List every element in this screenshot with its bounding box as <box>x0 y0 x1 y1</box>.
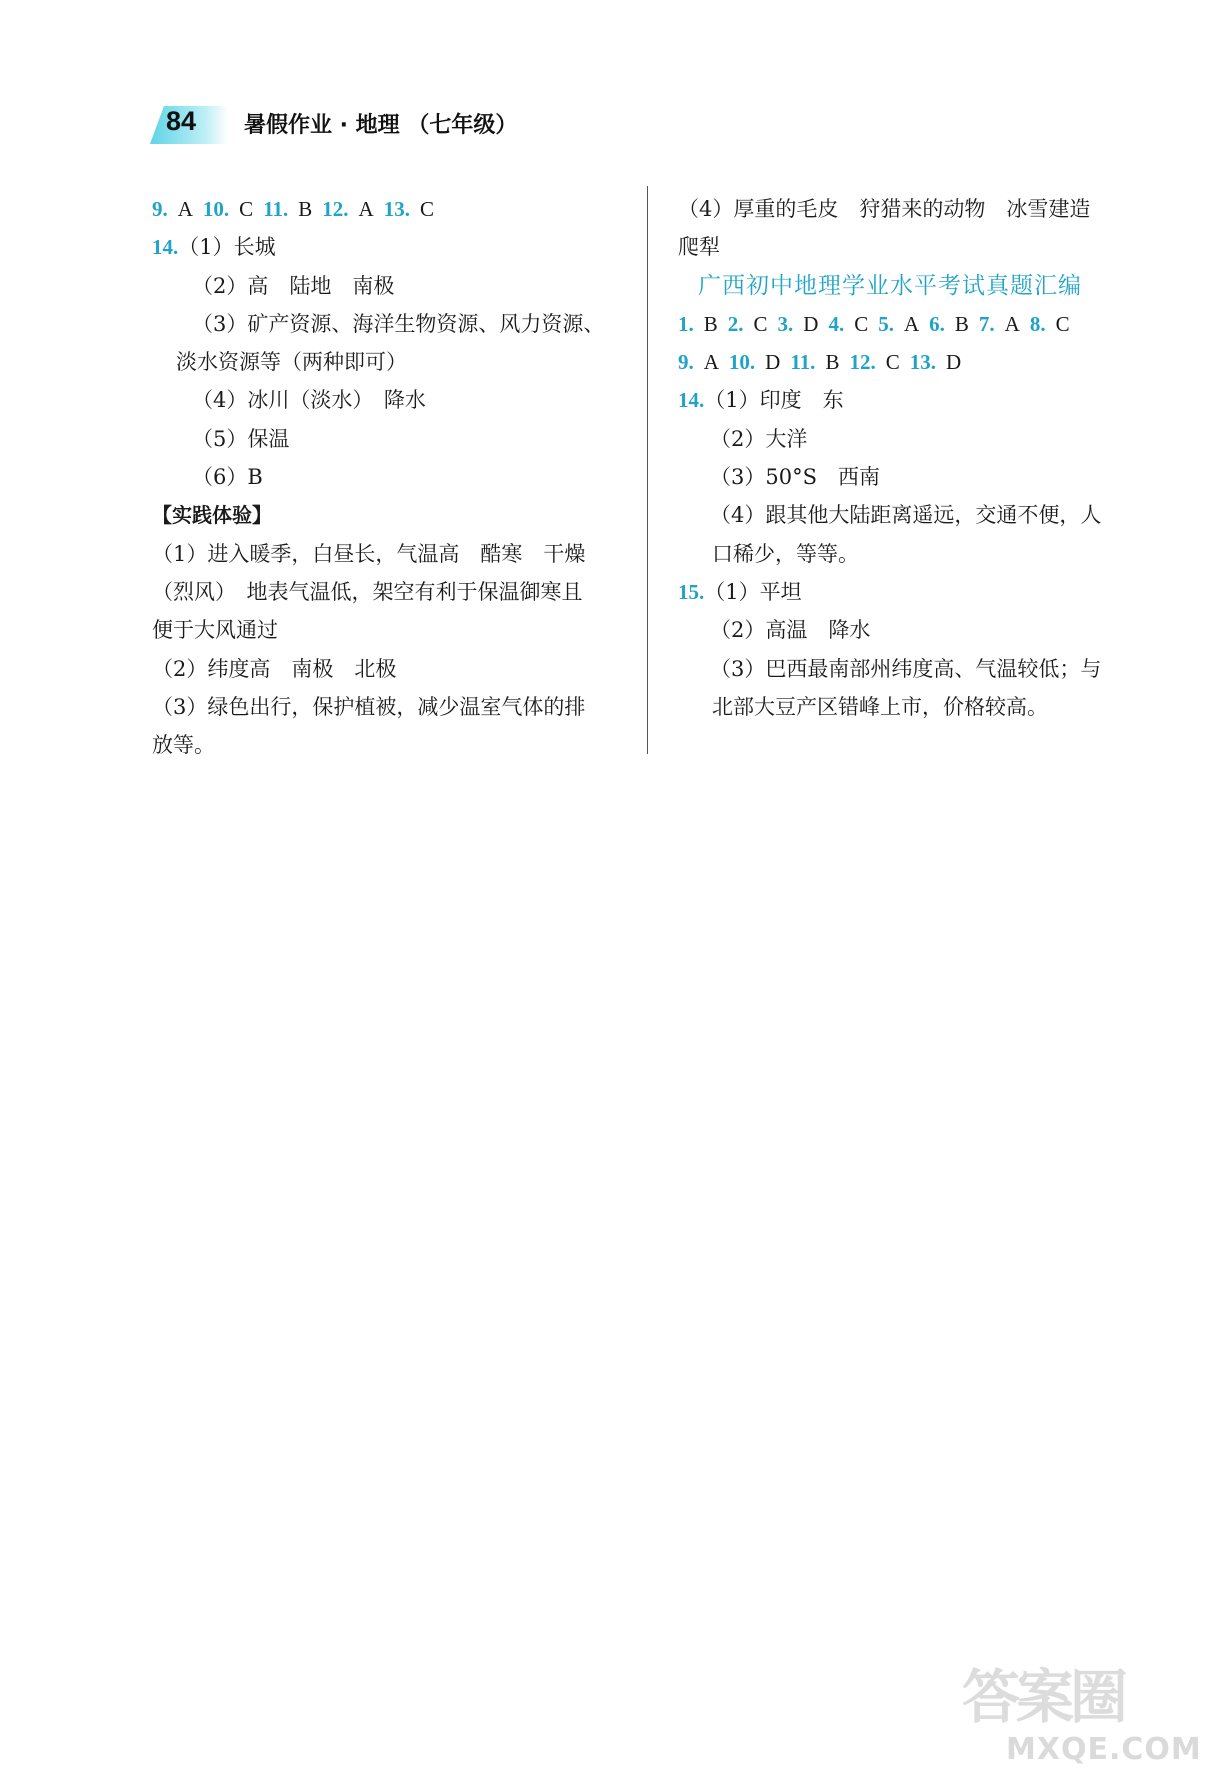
question-number: 14. <box>678 388 705 413</box>
question-number: 12. <box>849 350 876 375</box>
question-number: 13. <box>383 197 410 221</box>
answer-choice: C <box>885 350 900 375</box>
left-column <box>152 190 622 764</box>
practice-1c: 便于大风通过 <box>152 618 278 643</box>
right-column <box>678 190 1148 726</box>
question-number: 8. <box>1029 311 1046 336</box>
question-number: 6. <box>929 311 945 336</box>
answer-choice: C <box>239 197 254 221</box>
answer-choice: B <box>825 350 840 375</box>
q14-part3: （3）50°S 西南 <box>710 465 880 490</box>
page-number: 84 <box>166 106 197 136</box>
q14-line <box>678 381 1148 419</box>
question-number: 2. <box>727 311 744 336</box>
question-number: 13. <box>909 350 936 375</box>
q15-line <box>678 573 1148 611</box>
answer-choice: A <box>903 311 920 336</box>
question-number: 15. <box>678 579 705 604</box>
practice-section-title: 【实践体验】 <box>152 503 272 528</box>
q14-line <box>152 228 622 266</box>
answer-choice: B <box>703 311 718 336</box>
section-heading: 广西初中地理学业水平考试真题汇编 <box>698 272 1082 299</box>
question-number: 9. <box>152 197 168 221</box>
question-number: 10. <box>728 350 756 375</box>
q14-part4a: （4）跟其他大陆距离遥远，交通不便，人 <box>710 503 1102 528</box>
question-number: 4. <box>828 311 845 336</box>
answer-choice: A <box>1004 311 1020 336</box>
book-title: 暑假作业 · 地理 （七年级） <box>244 113 518 138</box>
q15-part1: （1）平坦 <box>704 579 802 604</box>
question-number: 12. <box>322 197 349 221</box>
q14-part1: （1）印度 东 <box>704 388 844 413</box>
column-divider <box>647 186 648 754</box>
answer-choice: A <box>177 197 193 221</box>
watermark-bottom: MXQE.COM <box>1006 1732 1202 1767</box>
answer-row-1-8 <box>678 305 1148 343</box>
practice-3a: （3）绿色出行，保护植被，减少温室气体的排 <box>152 694 586 719</box>
answer-choice: D <box>765 350 781 375</box>
practice-3b: 放等。 <box>152 733 215 758</box>
question-number: 1. <box>678 311 694 336</box>
answer-choice: C <box>1055 311 1070 336</box>
practice-2: （2）纬度高 南极 北极 <box>152 656 397 681</box>
answer-choice: D <box>945 350 962 375</box>
practice-1b: （烈风） 地表气温低，架空有利于保温御寒且 <box>152 579 583 604</box>
question-number: 3. <box>777 311 794 336</box>
q14-part5: （5）保温 <box>192 426 290 451</box>
watermark-top: 答案圈 <box>962 1663 1125 1731</box>
practice-1a: （1）进入暖季，白昼长，气温高 酷寒 干燥 <box>152 541 586 566</box>
watermark-logo <box>962 1650 1202 1770</box>
answer-row-9-13 <box>678 343 1148 381</box>
q14-part2: （2）大洋 <box>710 426 808 451</box>
q14-part3b: 淡水资源等（两种即可） <box>176 350 407 375</box>
answer-choice: B <box>298 197 313 221</box>
page-header <box>150 100 570 148</box>
q15-part3a: （3）巴西最南部州纬度高、气温较低；与 <box>710 656 1102 681</box>
question-number: 11. <box>263 197 289 221</box>
question-number: 11. <box>790 350 816 375</box>
q14-part1: （1）长城 <box>178 235 276 260</box>
q14-part6: （6）B <box>192 465 263 490</box>
answer-choice: C <box>419 197 434 221</box>
r-part4b: 爬犁 <box>678 235 720 260</box>
answer-choice: A <box>703 350 719 375</box>
question-number: 10. <box>202 197 230 221</box>
q15-part3b: 北部大豆产区错峰上市，价格较高。 <box>712 694 1048 719</box>
q15-part2: （2）高温 降水 <box>710 618 871 643</box>
question-number: 14. <box>152 235 179 260</box>
q14-part3a: （3）矿产资源、海洋生物资源、风力资源、 <box>192 311 605 336</box>
answer-choice: A <box>358 197 374 221</box>
q14-part4b: 口稀少，等等。 <box>712 541 859 566</box>
answer-choice: C <box>854 311 869 336</box>
answer-choice: D <box>803 311 819 336</box>
answer-choice: C <box>753 311 768 336</box>
answer-row-9-13 <box>152 190 622 228</box>
question-number: 5. <box>878 311 894 336</box>
q14-part4: （4）冰川（淡水） 降水 <box>192 388 426 413</box>
r-part4a: （4）厚重的毛皮 狩猎来的动物 冰雪建造 <box>678 197 1091 221</box>
answer-choice: B <box>954 311 969 336</box>
question-number: 7. <box>978 311 995 336</box>
q14-part2: （2）高 陆地 南极 <box>192 273 395 298</box>
question-number: 9. <box>678 350 694 375</box>
